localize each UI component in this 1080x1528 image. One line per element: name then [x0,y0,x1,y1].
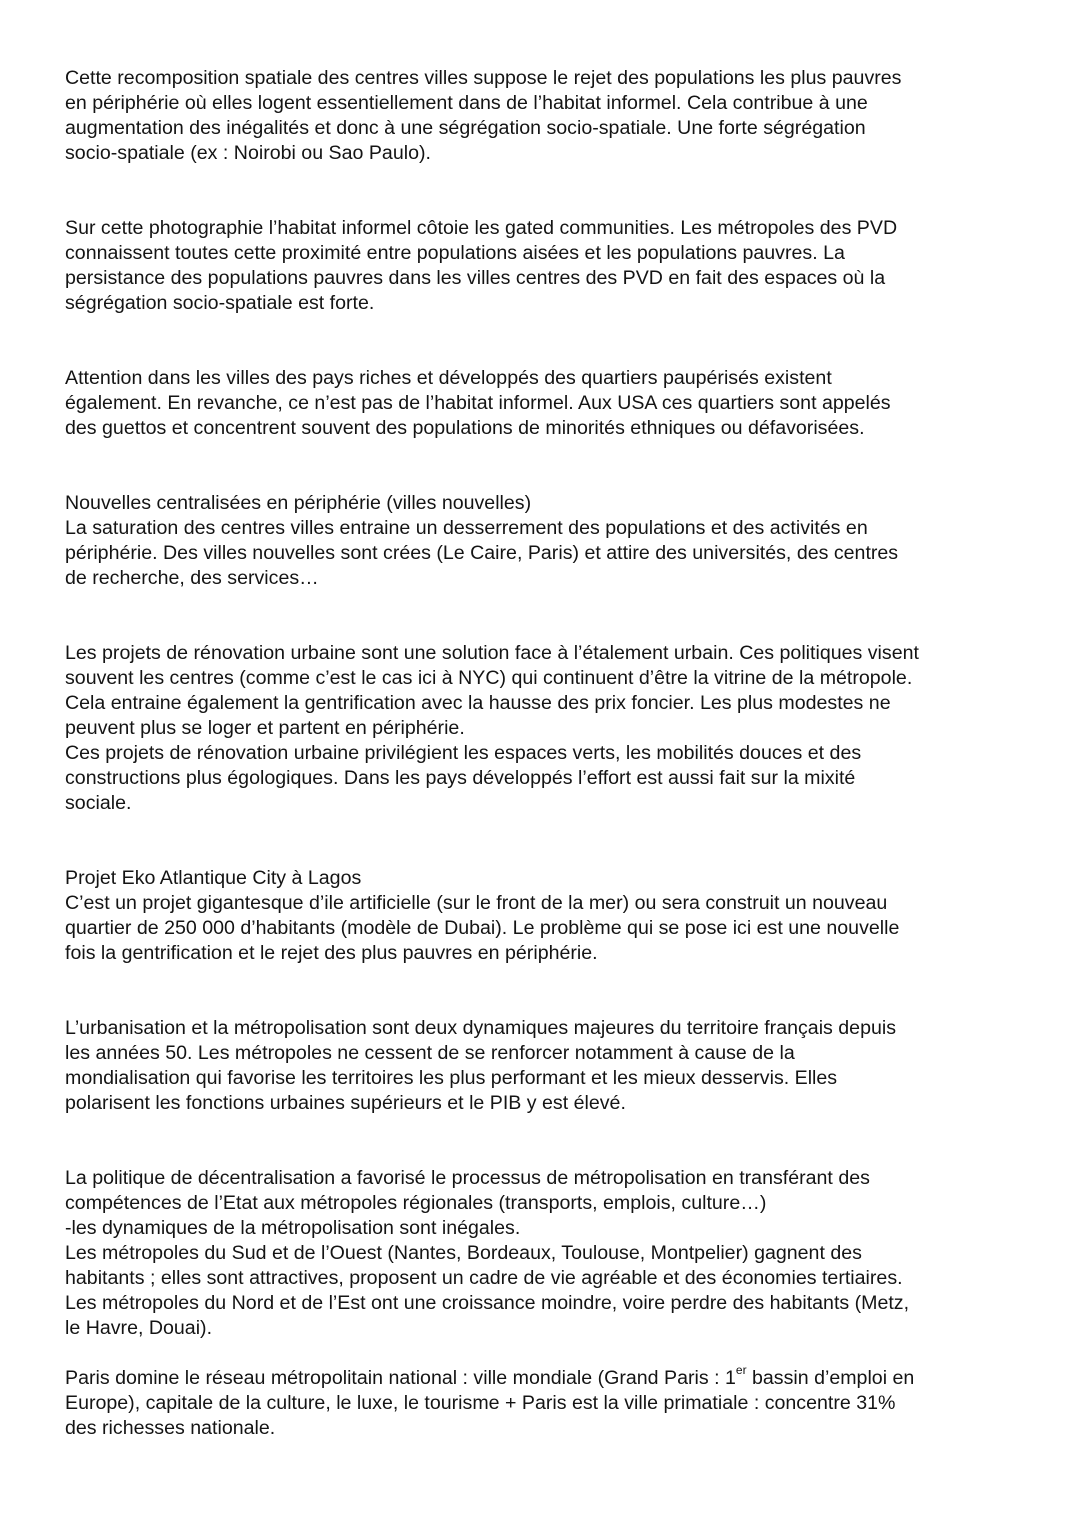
text-line: les années 50. Les métropoles ne cessent de se renforcer notamment à cause de la [65,1042,795,1064]
text-line: Cette recomposition spatiale des centres villes suppose le rejet des populations les plus pauvres [65,67,902,89]
paragraph [65,216,1035,316]
text-line: des guettos et concentrent souvent des populations de minorités ethniques ou défavorisées. [65,417,865,439]
text-line: Projet Eko Atlantique City à Lagos [65,867,362,889]
text-segment: Paris domine le réseau métropolitain national : ville mondiale (Grand Paris : 1 [65,1367,736,1389]
text-line: Europe), capitale de la culture, le luxe, le tourisme + Paris est la ville primatiale : concentre 31% [65,1392,896,1414]
paragraph [65,491,1035,591]
text-line: le Havre, Douai). [65,1317,213,1339]
text-line: de recherche, des services… [65,567,319,589]
text-line: Les projets de rénovation urbaine sont une solution face à l’étalement urbain. Ces politiques visent [65,642,919,664]
text-line: fois la gentrification et le rejet des plus pauvres en périphérie. [65,942,598,964]
text-line: habitants ; elles sont attractives, proposent un cadre de vie agréable et des économies tertiaires. [65,1267,903,1289]
text-line: peuvent plus se loger et partent en périphérie. [65,717,465,739]
text-line: Les métropoles du Sud et de l’Ouest (Nantes, Bordeaux, Toulouse, Montpelier) gagnent des [65,1242,862,1264]
text-line: -les dynamiques de la métropolisation sont inégales. [65,1217,521,1239]
text-line: compétences de l’Etat aux métropoles régionales (transports, emplois, culture…) [65,1192,767,1214]
paragraph-gap [65,591,1035,641]
paragraph [65,66,1035,166]
text-line: constructions plus égologiques. Dans les pays développés l’effort est aussi fait sur la mixité [65,767,856,789]
text-line: Sur cette photographie l’habitat informel côtoie les gated communities. Les métropoles des PVD [65,217,898,239]
text-line: L’urbanisation et la métropolisation sont deux dynamiques majeures du territoire français depuis [65,1017,897,1039]
paragraph-paris [65,1363,1035,1441]
text-line: Attention dans les villes des pays riches et développés des quartiers paupérisés existent [65,367,832,389]
document-body [65,66,1035,1341]
text-segment: bassin d’emploi en [746,1367,915,1389]
text-line: également. En revanche, ce n’est pas de l’habitat informel. Aux USA ces quartiers sont appelés [65,392,891,414]
text-line: ségrégation socio-spatiale est forte. [65,292,375,314]
text-line: Ces projets de rénovation urbaine privilégient les espaces verts, les mobilités douces et des [65,742,862,764]
paragraph [65,1166,1035,1341]
text-line: La politique de décentralisation a favorisé le processus de métropolisation en transférant des [65,1167,870,1189]
paragraph-gap [65,166,1035,216]
text-line: polarisent les fonctions urbaines supérieurs et le PIB y est élevé. [65,1092,626,1114]
text-line: Nouvelles centralisées en périphérie (villes nouvelles) [65,492,532,514]
text-line: connaissent toutes cette proximité entre populations aisées et les populations pauvres. La [65,242,845,264]
text-line: Les métropoles du Nord et de l’Est ont une croissance moindre, voire perdre des habitants (Metz, [65,1292,910,1314]
paragraph [65,1016,1035,1116]
paragraph-gap [65,441,1035,491]
text-line: souvent les centres (comme c’est le cas ici à NYC) qui continuent d’être la vitrine de la métropole. [65,667,913,689]
text-line: sociale. [65,792,132,814]
text-line: persistance des populations pauvres dans les villes centres des PVD en fait des espaces où la [65,267,886,289]
text-line [65,1363,1035,1391]
document-page [65,66,1035,1441]
text-line: Cela entraine également la gentrification avec la hausse des prix foncier. Les plus modestes ne [65,692,891,714]
text-line: La saturation des centres villes entraine un desserrement des populations et des activités en [65,517,868,539]
paragraph-gap [65,816,1035,866]
text-line: périphérie. Des villes nouvelles sont crées (Le Caire, Paris) et attire des universités, des centres [65,542,899,564]
text-line: en périphérie où elles logent essentiellement dans de l’habitat informel. Cela contribue à une [65,92,868,114]
paragraph [65,866,1035,966]
superscript-ordinal: er [735,1363,747,1378]
text-line: quartier de 250 000 d’habitants (modèle de Dubai). Le problème qui se pose ici est une nouvelle [65,917,900,939]
paragraph-gap [65,966,1035,1016]
paragraph [65,641,1035,816]
text-line: mondialisation qui favorise les territoires les plus performant et les mieux desservis. Elles [65,1067,838,1089]
paragraph-gap [65,316,1035,366]
paragraph [65,366,1035,441]
text-line: C’est un projet gigantesque d’ile artificielle (sur le front de la mer) ou sera construit un nouveau [65,892,888,914]
text-line: socio-spatiale (ex : Noirobi ou Sao Paulo). [65,142,431,164]
paragraph-gap [65,1116,1035,1166]
text-line: augmentation des inégalités et donc à une ségrégation socio-spatiale. Une forte ségrégation [65,117,866,139]
text-line: des richesses nationale. [65,1417,276,1439]
paragraph-gap [65,1341,1035,1366]
